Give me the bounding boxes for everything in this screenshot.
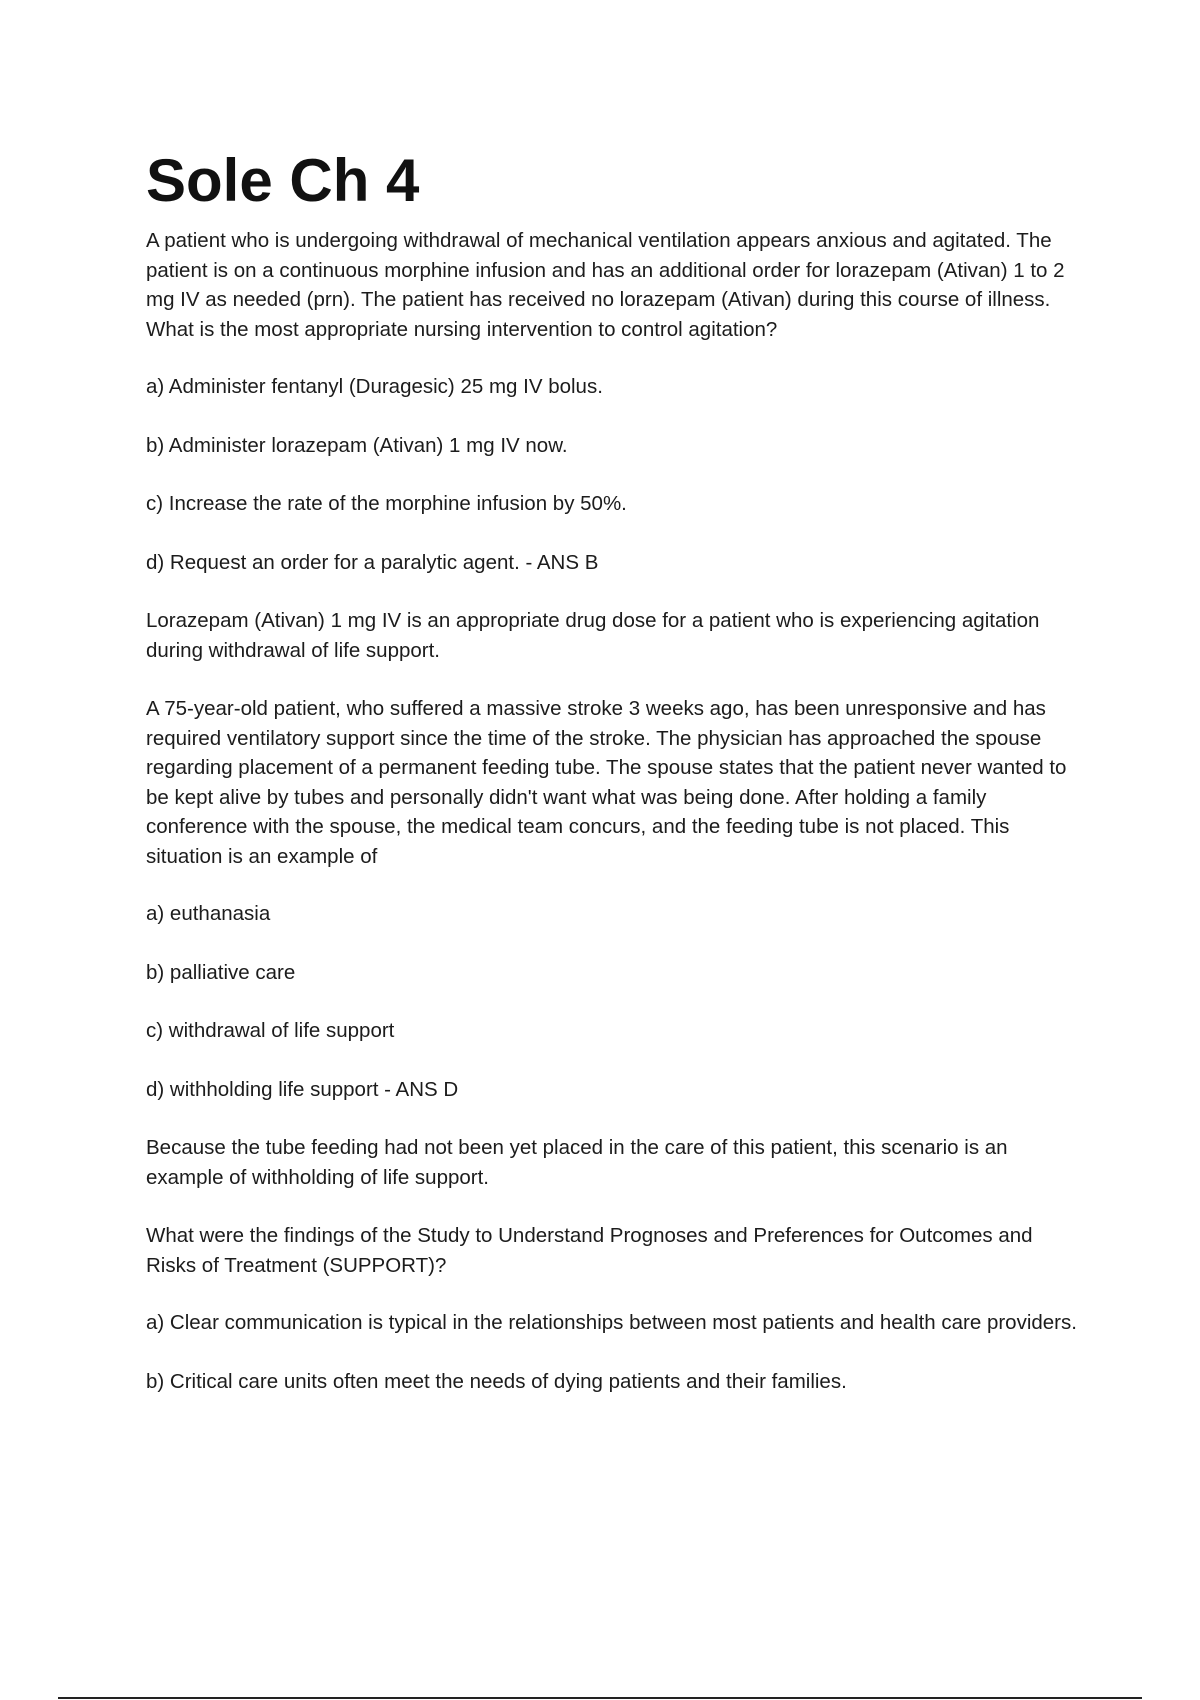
question-2-option-c: c) withdrawal of life support [146, 1019, 395, 1042]
question-3-option-a: a) Clear communication is typical in the relationships between most patients and health care providers. [146, 1311, 1077, 1334]
question-1-option-c: c) Increase the rate of the morphine infusion by 50%. [146, 492, 627, 515]
question-1-option-a: a) Administer fentanyl (Duragesic) 25 mg IV bolus. [146, 375, 603, 398]
question-2-option-d: d) withholding life support - ANS D [146, 1077, 459, 1101]
question-1-option-b: b) Administer lorazepam (Ativan) 1 mg IV now. [146, 433, 568, 457]
question-2-option-a: a) euthanasia [146, 902, 271, 925]
question-2-rationale: Because the tube feeding had not been yet placed in the care of this patient, this scenario is an example of withholding of life support. [146, 1136, 1008, 1189]
question-2-stem: A 75-year-old patient, who suffered a massive stroke 3 weeks ago, has been unresponsive and has required ventilatory support since the time of the stroke. The physician has approached the spouse regarding placement of a permanent feeding tube. The spouse states that the patient never wanted to be kept alive by tubes and personally didn't want what was being done. After holding a family conference with the spouse, the medical team concurs, and the feeding tube is not placed. This situation is an example of [146, 697, 1067, 868]
question-3-option-b: b) Critical care units often meet the needs of dying patients and their families. [146, 1369, 847, 1393]
question-1-option-d: d) Request an order for a paralytic agent. - ANS B [146, 550, 599, 574]
question-1-stem: A patient who is undergoing withdrawal of mechanical ventilation appears anxious and agitated. The patient is on a continuous morphine infusion and has an additional order for lorazepam (Ativan) 1 to 2 mg IV as needed (prn). The patient has received no lorazepam (Ativan) during this course of illness. What is the most appropriate nursing intervention to control agitation? [146, 229, 1065, 341]
page-title: Sole Ch 4 [146, 147, 420, 214]
page-bottom-divider [58, 1697, 1142, 1699]
question-3-stem: What were the findings of the Study to Understand Prognoses and Preferences for Outcomes and Risks of Treatment (SUPPORT)? [146, 1224, 1033, 1277]
question-2-option-b: b) palliative care [146, 960, 296, 984]
question-1-rationale: Lorazepam (Ativan) 1 mg IV is an appropriate drug dose for a patient who is experiencing agitation during withdrawal of life support. [146, 609, 1040, 662]
document-page [146, 148, 1086, 1425]
